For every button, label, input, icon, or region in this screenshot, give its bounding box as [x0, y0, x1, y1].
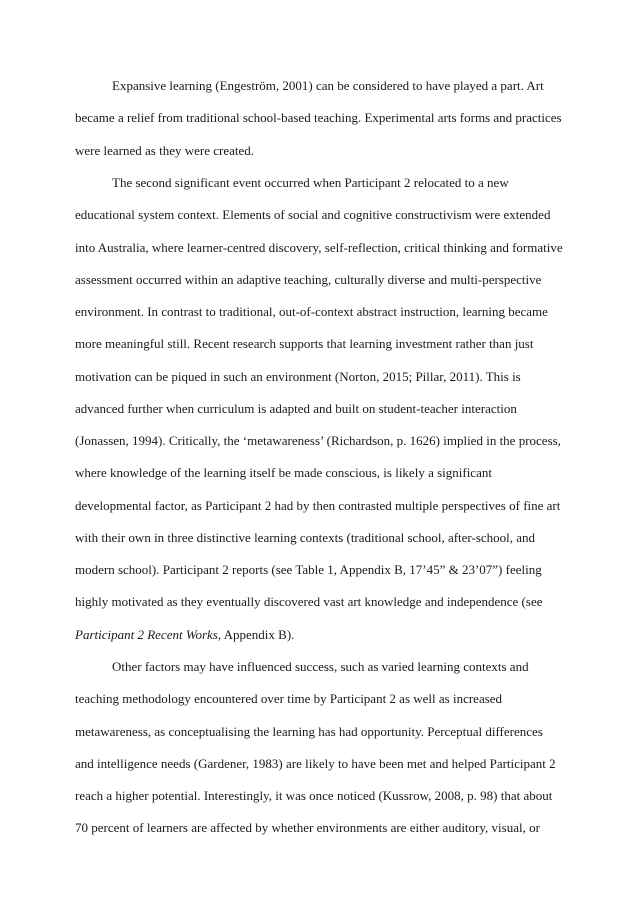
paragraph-2-line-1: The second significant event occurred when Participant 2 relocated to a new	[112, 175, 509, 190]
paragraph-3-line-5: reach a higher potential. Interestingly, it was once noticed (Kussrow, 2008, p. 98) that about	[75, 788, 553, 803]
paragraph-1-line-1: Expansive learning (Engeström, 2001) can be considered to have played a part. Art	[112, 78, 544, 93]
paragraph-2-line-9: (Jonassen, 1994). Critically, the ‘metawareness’ (Richardson, p. 1626) implied in the process,	[75, 433, 561, 448]
paragraph-2-line-5: environment. In contrast to traditional, out-of-context abstract instruction, learning became	[75, 304, 548, 319]
appendix-reference: , Appendix B).	[217, 627, 295, 642]
paragraph-3-line-6: 70 percent of learners are affected by whether environments are either auditory, visual, or	[75, 820, 540, 835]
paragraph-1-line-2: became a relief from traditional school-based teaching. Experimental arts forms and practices	[75, 110, 562, 125]
paragraph-3-line-4: and intelligence needs (Gardener, 1983) are likely to have been met and helped Participant 2	[75, 756, 556, 771]
paragraph-2-line-12: with their own in three distinctive learning contexts (traditional school, after-school, and	[75, 530, 536, 545]
paragraph-3-line-3: metawareness, as conceptualising the learning has had opportunity. Perceptual differences	[75, 724, 543, 739]
paragraph-2-line-2: educational system context. Elements of social and cognitive constructivism were extended	[75, 207, 551, 222]
paragraph-2-line-8: advanced further when curriculum is adapted and built on student-teacher interaction	[75, 401, 517, 416]
paragraph-2-line-14: highly motivated as they eventually discovered vast art knowledge and independence (see	[75, 594, 543, 609]
paragraph-2-line-10: where knowledge of the learning itself be made conscious, is likely a significant	[75, 465, 492, 480]
paragraph-1-line-3: were learned as they were created.	[75, 143, 254, 158]
paragraph-3-line-1: Other factors may have influenced success, such as varied learning contexts and	[112, 659, 529, 674]
paragraph-2-line-15	[75, 625, 294, 645]
paragraph-2-line-4: assessment occurred within an adaptive teaching, culturally diverse and multi-perspective	[75, 272, 542, 287]
paragraph-2-line-11: developmental factor, as Participant 2 had by then contrasted multiple perspectives of fine art	[75, 498, 561, 513]
paragraph-2-line-3: into Australia, where learner-centred discovery, self-reflection, critical thinking and formative	[75, 240, 563, 255]
italic-work-title: Participant 2 Recent Works	[75, 627, 218, 642]
paragraph-3-line-2: teaching methodology encountered over time by Participant 2 as well as increased	[75, 691, 503, 706]
paragraph-2-line-7: motivation can be piqued in such an environment (Norton, 2015; Pillar, 2011). This is	[75, 369, 521, 384]
paragraph-2-line-6: more meaningful still. Recent research supports that learning investment rather than just	[75, 336, 534, 351]
paragraph-2-line-13: modern school). Participant 2 reports (see Table 1, Appendix B, 17’45” & 23’07”) feeling	[75, 562, 542, 577]
